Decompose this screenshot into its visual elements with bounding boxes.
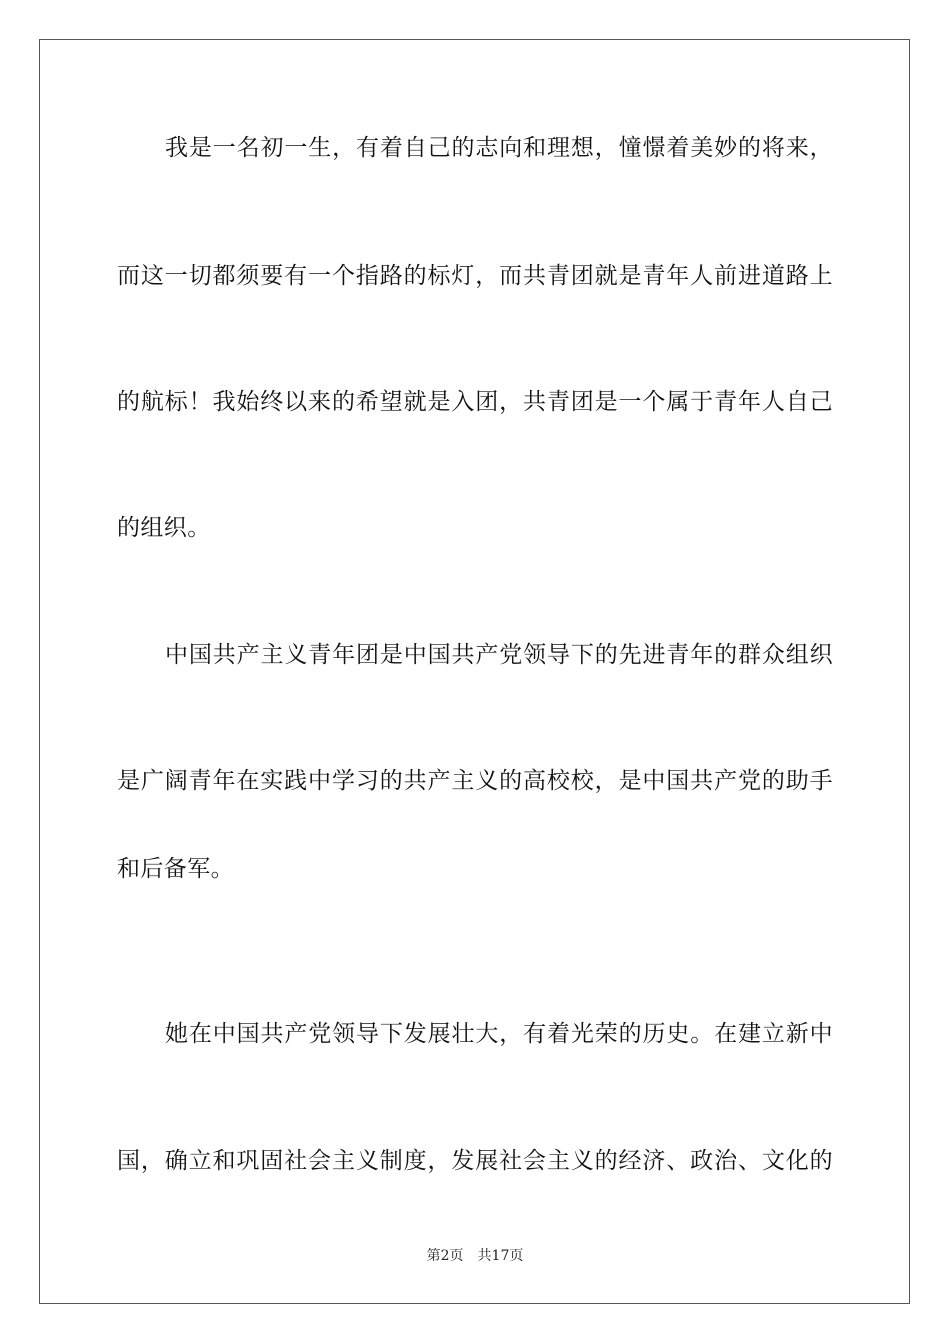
paragraph-1-line-3: 的航标！我始终以来的希望就是入团，共青团是一个属于青年人自己 — [117, 389, 833, 415]
paragraph-2-line-2: 是广阔青年在实践中学习的共产主义的高校校，是中国共产党的助手 — [117, 768, 833, 794]
paragraph-1-line-2: 而这一切都须要有一个指路的标灯，而共青团就是青年人前进道路上 — [117, 263, 833, 289]
paragraph-1-line-4: 的组织。 — [117, 515, 211, 541]
paragraph-1-line-1: 我是一名初一生，有着自己的志向和理想，憧憬着美妙的将来， — [165, 135, 833, 161]
paragraph-3-line-1: 她在中国共产党领导下发展壮大，有着光荣的历史。在建立新中 — [165, 1021, 833, 1047]
paragraph-2-line-3: 和后备军。 — [117, 856, 234, 882]
paragraph-3-line-2: 国，确立和巩固社会主义制度，发展社会主义的经济、政治、文化的 — [117, 1148, 833, 1174]
page-border — [39, 39, 910, 1304]
current-page-number: 第2页 — [426, 1248, 464, 1264]
paragraph-2-line-1: 中国共产主义青年团是中国共产党领导下的先进青年的群众组织 — [165, 642, 833, 668]
total-page-count: 共17页 — [477, 1248, 524, 1264]
page-footer — [0, 1247, 950, 1265]
